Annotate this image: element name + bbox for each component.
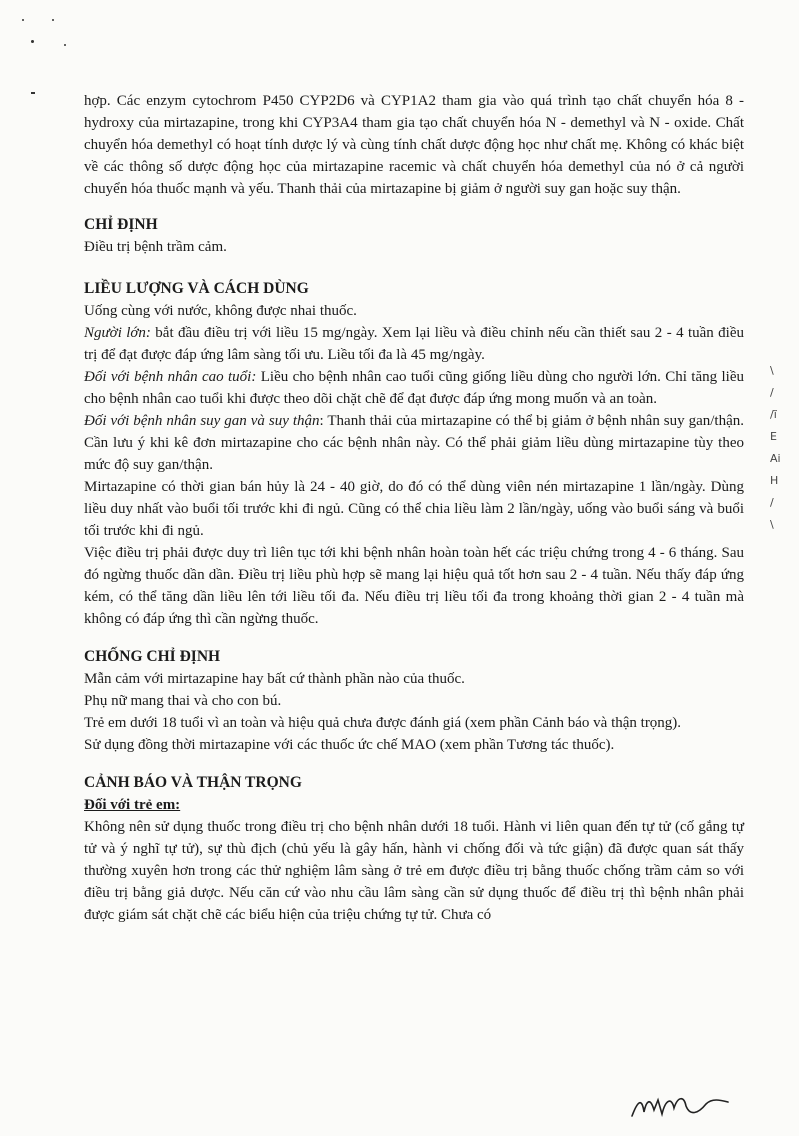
section-heading: CHỐNG CHỈ ĐỊNH xyxy=(84,648,221,665)
margin-mark: \ xyxy=(770,364,774,377)
section-text: Điều trị bệnh trầm cảm. xyxy=(84,239,227,255)
section-canh-bao xyxy=(84,772,744,926)
paragraph: Không nên sử dụng thuốc trong điều trị cho bệnh nhân dưới 18 tuổi. Hành vi liên quan đến tự tử (cố gắng tự tử và ý nghĩ tự tử), sự thù địch (chủ yếu là gây hấn, hành vi chống đối và tức giận) đã được quan sát thấy thường xuyên hơn trong các thử nghiệm lâm sàng ở trẻ em được điều trị bằng thuốc chống trầm cảm so với điều trị bằng giả dược. Nếu căn cứ vào nhu cầu lâm sàng cần sử dụng thuốc để điều trị thì bệnh nhân phải được giám sát chặt chẽ các biểu hiện của triệu chứng tự tử. Chưa có xyxy=(84,819,744,923)
document-page xyxy=(84,90,744,926)
list-item: Phụ nữ mang thai và cho con bú. xyxy=(84,693,282,709)
list-item: Trẻ em dưới 18 tuổi vì an toàn và hiệu quả chưa được đánh giá (xem phần Cảnh báo và thận trọng). xyxy=(84,715,682,731)
scan-speck xyxy=(22,19,24,21)
paragraph-elderly xyxy=(84,366,744,410)
margin-mark: \ xyxy=(770,518,774,531)
paragraph: Việc điều trị phải được duy trì liên tục tới khi bệnh nhân hoàn toàn hết các triệu chứng trong 4 - 6 tháng. Sau đó ngừng thuốc dần dần. Điều trị liều phù hợp sẽ mang lại hiệu quả tốt hơn sau 2 - 4 tuần. Nếu thấy đáp ứng kém, có thể tăng dần liều lên tới liều tối đa. Nếu điều trị liều tối đa trong khoảng thời gian 2 - 4 tuần mà không có đáp ứng thì cần ngừng thuốc. xyxy=(84,545,744,627)
margin-mark: Ai xyxy=(770,452,781,465)
paragraph: Uống cùng với nước, không được nhai thuốc. xyxy=(84,303,357,319)
scan-speck xyxy=(52,19,54,21)
list-item: Mẫn cảm với mirtazapine hay bất cứ thành phần nào của thuốc. xyxy=(84,671,465,687)
margin-mark: H xyxy=(770,474,779,487)
text-hepatic-renal: : Thanh thải của mirtazapine có thể bị giảm ở bệnh nhân suy gan/thận. Cần lưu ý khi kê đơn mirtazapine cho các bệnh nhân này. Có thể phải giảm liều dùng mirtazapine tùy theo mức độ suy gan/thận. xyxy=(84,413,744,473)
margin-mark: / xyxy=(770,496,774,509)
label-elderly: Đối với bệnh nhân cao tuổi: xyxy=(84,369,257,385)
list-item: Sử dụng đồng thời mirtazapine với các thuốc ức chế MAO (xem phần Tương tác thuốc). xyxy=(84,737,615,753)
paragraph-adults xyxy=(84,322,744,366)
section-heading: CẢNH BÁO VÀ THẬN TRỌNG xyxy=(84,774,302,791)
margin-mark: E xyxy=(770,430,777,443)
section-heading: LIỀU LƯỢNG VÀ CÁCH DÙNG xyxy=(84,280,309,297)
scan-speck xyxy=(31,40,34,43)
paragraph: Mirtazapine có thời gian bán hủy là 24 - 40 giờ, do đó có thể dùng viên nén mirtazapine 1 lần/ngày. Dùng liều duy nhất vào buổi tối trước khi đi ngủ. Cũng có thể chia liều làm 2 lần/ngày, uống vào buổi sáng và buổi tối trước khi đi ngủ. xyxy=(84,479,744,539)
text-adults: bắt đầu điều trị với liều 15 mg/ngày. Xem lại liều và điều chỉnh nếu cần thiết sau 2 - 4 tuần điều trị để đạt được đáp ứng lâm sàng tối ưu. Liều tối đa là 45 mg/ngày. xyxy=(84,325,744,363)
section-chi-dinh xyxy=(84,214,744,258)
section-heading: CHỈ ĐỊNH xyxy=(84,216,158,233)
paragraph-hepatic-renal xyxy=(84,410,744,476)
section-lieu-luong xyxy=(84,278,744,630)
sub-heading: Đối với trẻ em: xyxy=(84,797,181,813)
margin-mark: / xyxy=(770,386,774,399)
margin-marks xyxy=(770,360,796,536)
signature-icon xyxy=(628,1092,738,1122)
label-hepatic-renal: Đối với bệnh nhân suy gan và suy thận xyxy=(84,413,320,429)
scan-speck xyxy=(31,92,35,94)
label-adults: Người lớn: xyxy=(84,325,151,341)
margin-mark: /ĩ xyxy=(770,408,777,421)
section-chong-chi-dinh xyxy=(84,646,744,756)
scan-speck xyxy=(64,44,66,46)
intro-paragraph: hợp. Các enzym cytochrom P450 CYP2D6 và CYP1A2 tham gia vào quá trình tạo chất chuyển hóa 8 - hydroxy của mirtazapine, trong khi CYP3A4 tham gia tạo chất chuyển hóa N - demethyl và N - oxide. Chất chuyển hóa demethyl có hoạt tính dược lý và cùng tính chất dược động học như chất mẹ. Không có khác biệt về các thông số dược động học của mirtazapine racemic và chất chuyển hóa demethyl của nó ở cả người chuyển hóa thuốc mạnh và yếu. Thanh thải của mirtazapine bị giảm ở người suy gan hoặc suy thận. xyxy=(84,93,744,197)
text-elderly: Liều cho bệnh nhân cao tuổi cũng giống liều dùng cho người lớn. Chỉ tăng liều cho bệnh nhân cao tuổi khi được theo dõi chặt chẽ để đạt được đáp ứng mong muốn và an toàn. xyxy=(84,369,745,407)
